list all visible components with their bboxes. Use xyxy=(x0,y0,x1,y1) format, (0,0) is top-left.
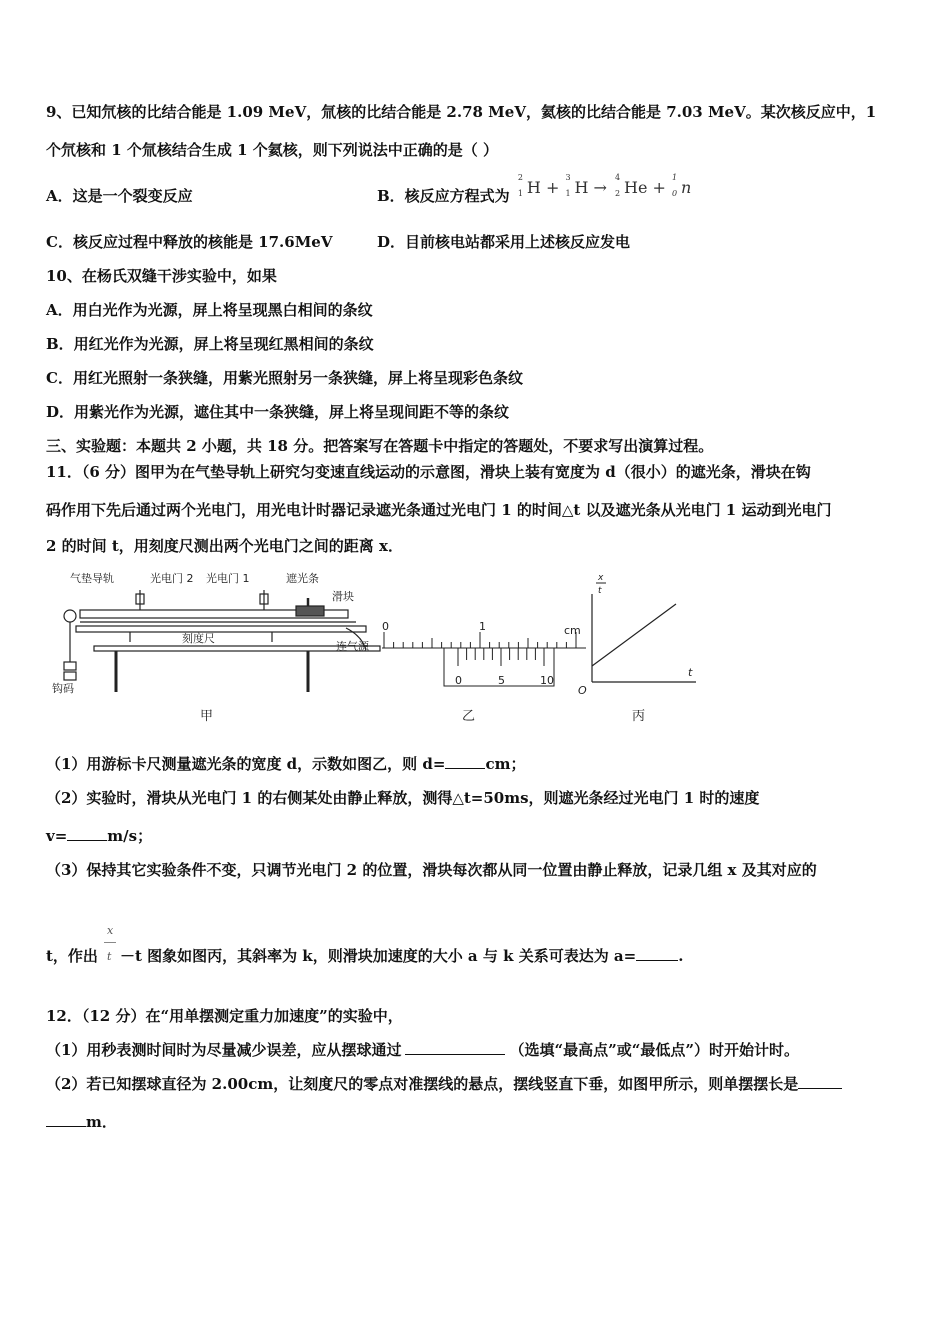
fraction-denominator: t xyxy=(107,950,112,963)
vernier-scale-ticks xyxy=(458,648,544,666)
label-slider: 滑块 xyxy=(332,590,354,603)
q11-part1 xyxy=(46,754,525,774)
caption-jia: 甲 xyxy=(200,709,214,724)
label-weight: 钩码 xyxy=(52,682,74,695)
label-gate1: 光电门 1 xyxy=(206,572,250,585)
q12-part2-line2 xyxy=(46,1112,117,1132)
axis-origin: O xyxy=(578,684,587,697)
label-shade: 遮光条 xyxy=(286,572,319,585)
ruler-bar xyxy=(76,626,366,632)
experiment-figure xyxy=(46,566,706,730)
nuclear-equation: 2 1 H + 3 1 H → 4 2 He + 1 0 n xyxy=(517,173,692,198)
experiment-diagram xyxy=(46,566,706,730)
answer-blank-a[interactable] xyxy=(636,946,678,961)
q12-part2-unit: m． xyxy=(86,1113,117,1131)
label-gate2: 光电门 2 xyxy=(150,572,194,585)
q11-part2-unit: m/s； xyxy=(107,827,153,845)
answer-blank-d[interactable] xyxy=(445,754,485,769)
hook-weight-2 xyxy=(64,672,76,680)
caption-bing: 丙 xyxy=(632,709,646,724)
answer-blank-position[interactable] xyxy=(405,1040,505,1055)
q11-part2-line1: （2）实验时，滑块从光电门 1 的右侧某处由静止释放，测得△t=50ms，则遮光条经过光电门 1 时的速度 xyxy=(46,789,760,807)
q12-part1-end: （选填“最高点”或“最低点”）时开始计时。 xyxy=(509,1041,799,1059)
q11-part2-v: v= xyxy=(46,827,68,845)
q12-stem: 12．（12 分）在“用单摆测定重力加速度”的实验中， xyxy=(46,1007,403,1025)
q11-part3-line1: （3）保持其它实验条件不变，只调节光电门 2 的位置，滑块每次都从同一位置由静止释放，记录几组 x 及其对应的 xyxy=(46,861,817,879)
section-heading: 三、实验题：本题共 2 小题，共 18 分。把答案写在答题卡中指定的答题处，不要求写出演算过程。 xyxy=(46,437,714,455)
slider-block xyxy=(296,606,324,616)
vernier-5: 5 xyxy=(498,674,505,687)
main-scale-0: 0 xyxy=(382,620,389,633)
q12-part2-text: （2）若已知摆球直径为 2.00cm，让刻度尺的零点对准摆线的悬点，摆线竖直下垂，如图甲所示，则单摆摆长是 xyxy=(46,1075,799,1093)
q10-option-a: A．用白光作为光源，屏上将呈现黑白相间的条纹 xyxy=(46,301,373,319)
q9-option-c: C．核反应过程中释放的核能是 17.6MeV xyxy=(46,233,333,251)
main-scale-1: 1 xyxy=(479,620,486,633)
vernier-10: 10 xyxy=(540,674,554,687)
q11-part1-text: （1）用游标卡尺测量遮光条的宽度 d，示数如图乙，则 d= xyxy=(46,755,446,773)
caption-yi: 乙 xyxy=(462,709,476,724)
q9-option-a: A．这是一个裂变反应 xyxy=(46,187,193,205)
q11-stem-line1: 11．（6 分）图甲为在气垫导轨上研究匀变速直线运动的示意图，滑块上装有宽度为 d（很小）的遮光条，滑块在钩 xyxy=(46,463,811,481)
q9-option-d: D．目前核电站都采用上述核反应发电 xyxy=(377,233,631,251)
answer-blank-length-b[interactable] xyxy=(46,1112,86,1127)
q11-part3-text: －t 图象如图丙，其斜率为 k，则滑块加速度的大小 a 与 k 关系可表达为 a= xyxy=(119,947,637,965)
graph-line xyxy=(592,604,676,666)
q10-option-d: D．用紫光作为光源，遮住其中一条狭缝，屏上将呈现间距不等的条纹 xyxy=(46,403,510,421)
label-air-source: 连气源 xyxy=(336,640,369,653)
q11-part2-line2 xyxy=(46,826,152,846)
vernier-0: 0 xyxy=(455,674,462,687)
answer-blank-length-a[interactable] xyxy=(798,1074,842,1089)
q12-part2-line1 xyxy=(46,1074,842,1094)
label-rail: 气垫导轨 xyxy=(70,572,114,585)
fraction-numerator: x xyxy=(107,924,114,937)
q11-part3-tail: . xyxy=(678,947,684,965)
q10-stem: 10、在杨氏双缝干涉实验中，如果 xyxy=(46,267,277,285)
fraction-bar xyxy=(104,942,116,943)
answer-blank-v[interactable] xyxy=(67,826,107,841)
q10-option-b: B．用红光作为光源，屏上将呈现红黑相间的条纹 xyxy=(46,335,374,353)
hook-weight-1 xyxy=(64,662,76,670)
q11-stem-line2: 码作用下先后通过两个光电门，用光电计时器记录遮光条通过光电门 1 的时间△t 以及遮光条从光电门 1 运动到光电门 xyxy=(46,501,832,519)
q12-part1 xyxy=(46,1040,799,1060)
q11-part3-line2 xyxy=(46,946,683,966)
q11-part3-start: t，作出 xyxy=(46,947,98,965)
main-scale-ticks xyxy=(384,632,576,648)
q10-option-c: C．用红光照射一条狭缝，用紫光照射另一条狭缝，屏上将呈现彩色条纹 xyxy=(46,369,523,387)
q9-stem-line1: 9、已知氘核的比结合能是 1.09 MeV，氚核的比结合能是 2.78 MeV，氦核的比结合能是 7.03 MeV。某次核反应中，1 xyxy=(46,103,877,121)
q9-option-b xyxy=(377,173,692,206)
axis-y-num: x xyxy=(598,573,604,583)
axis-y-den: t xyxy=(598,586,602,596)
label-ruler: 刻度尺 xyxy=(182,632,215,645)
main-scale-unit: cm xyxy=(564,624,581,637)
pulley xyxy=(64,610,76,622)
q9-option-b-label: B．核反应方程式为 xyxy=(377,187,510,205)
q12-part1-text: （1）用秒表测时间时为尽量减少误差，应从摆球通过 xyxy=(46,1041,402,1059)
q11-stem-line3: 2 的时间 t，用刻度尺测出两个光电门之间的距离 x． xyxy=(46,537,403,555)
q11-part1-unit: cm； xyxy=(485,755,526,773)
axis-t-label: t xyxy=(688,666,693,679)
q9-stem-line2: 个氘核和 1 个氚核结合生成 1 个氦核，则下列说法中正确的是（ ） xyxy=(46,141,498,159)
